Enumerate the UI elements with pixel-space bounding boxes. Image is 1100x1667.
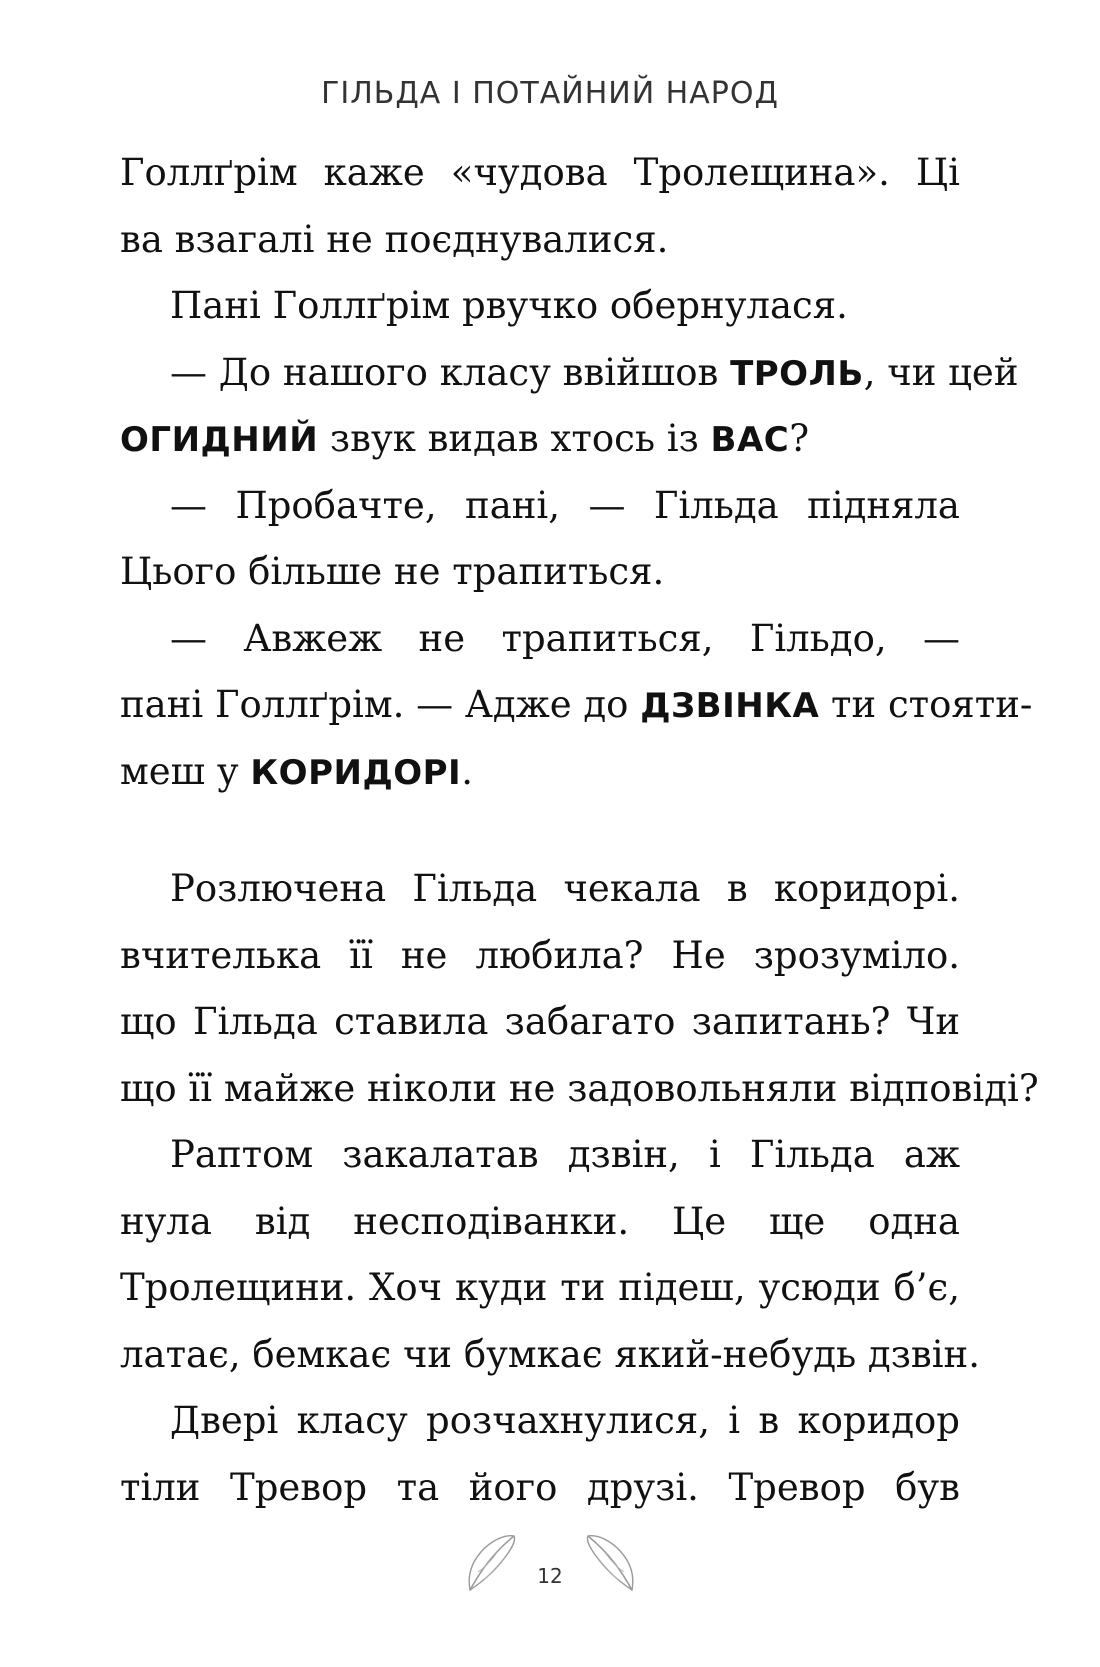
text-fragment: . bbox=[461, 749, 473, 793]
text-line: Цього більше не трапиться. bbox=[120, 550, 665, 593]
text-fragment: ? bbox=[789, 417, 810, 460]
emphasized-word: ТРОЛЬ bbox=[730, 353, 864, 394]
emphasized-word: ДЗВІНКА bbox=[640, 686, 820, 726]
text-fragment: — До нашого класу ввійшов bbox=[170, 350, 731, 394]
feather-ornament-right-icon bbox=[580, 1528, 640, 1598]
text-line: латає, бемкає чи бумкає який-небудь дзвін. bbox=[120, 1332, 980, 1376]
text-line: тіли Тревор та його друзі. Тревор був bbox=[120, 1465, 960, 1509]
text-line: Двері класу розчахнулися, і в коридор bbox=[170, 1399, 960, 1442]
text-line bbox=[120, 739, 960, 806]
text-line: — Авжеж не трапиться, Гільдо, — bbox=[170, 616, 960, 660]
text-line: Голлґрім каже «чудова Тролещина». Ці bbox=[120, 151, 960, 194]
text-line bbox=[120, 340, 1019, 407]
text-fragment: звук видав хтось із bbox=[318, 417, 711, 460]
emphasized-word: КОРИДОРІ bbox=[250, 752, 462, 793]
text-fragment: , чи цей bbox=[863, 350, 1019, 394]
text-line: що її майже ніколи не задовольняли відповіді? bbox=[120, 1066, 1039, 1110]
text-line: Пані Голлґрім рвучко обернулася. bbox=[170, 284, 848, 327]
feather-ornament-left-icon bbox=[462, 1528, 522, 1598]
text-block-top bbox=[120, 140, 1033, 805]
text-line: нула від несподіванки. Це ще одна bbox=[120, 1199, 960, 1243]
emphasized-word: ОГИДНИЙ bbox=[120, 420, 319, 460]
running-head: ГІЛЬДА І ПОТАЙНИЙ НАРОД bbox=[321, 76, 779, 111]
page-footer bbox=[0, 1528, 1100, 1608]
emphasized-word: ВАС bbox=[710, 420, 790, 460]
text-fragment: меш у bbox=[120, 749, 251, 793]
page-number: 12 bbox=[537, 1564, 563, 1588]
text-line bbox=[120, 406, 960, 473]
text-fragment: пані Голлґрім. — Адже до bbox=[120, 683, 641, 726]
text-fragment: ти стояти- bbox=[819, 683, 1033, 726]
text-line: Розлючена Гільда чекала в коридорі. bbox=[170, 867, 960, 910]
text-line: — Пробачте, пані, — Гільда підняла bbox=[170, 483, 960, 527]
text-line bbox=[120, 672, 1033, 739]
text-line: що Гільда ставила забагато запитань? Чи bbox=[120, 1000, 960, 1043]
text-block-bottom bbox=[120, 856, 1039, 1521]
text-line: Тролещини. Хоч куди ти підеш, усюди б’є, bbox=[120, 1266, 960, 1309]
text-line: вчителька її не любила? Не зрозуміло. bbox=[120, 933, 960, 977]
text-line: Раптом закалатав дзвін, і Гільда аж bbox=[170, 1133, 960, 1176]
text-line: ва взагалі не поєднувалися. bbox=[120, 217, 669, 261]
